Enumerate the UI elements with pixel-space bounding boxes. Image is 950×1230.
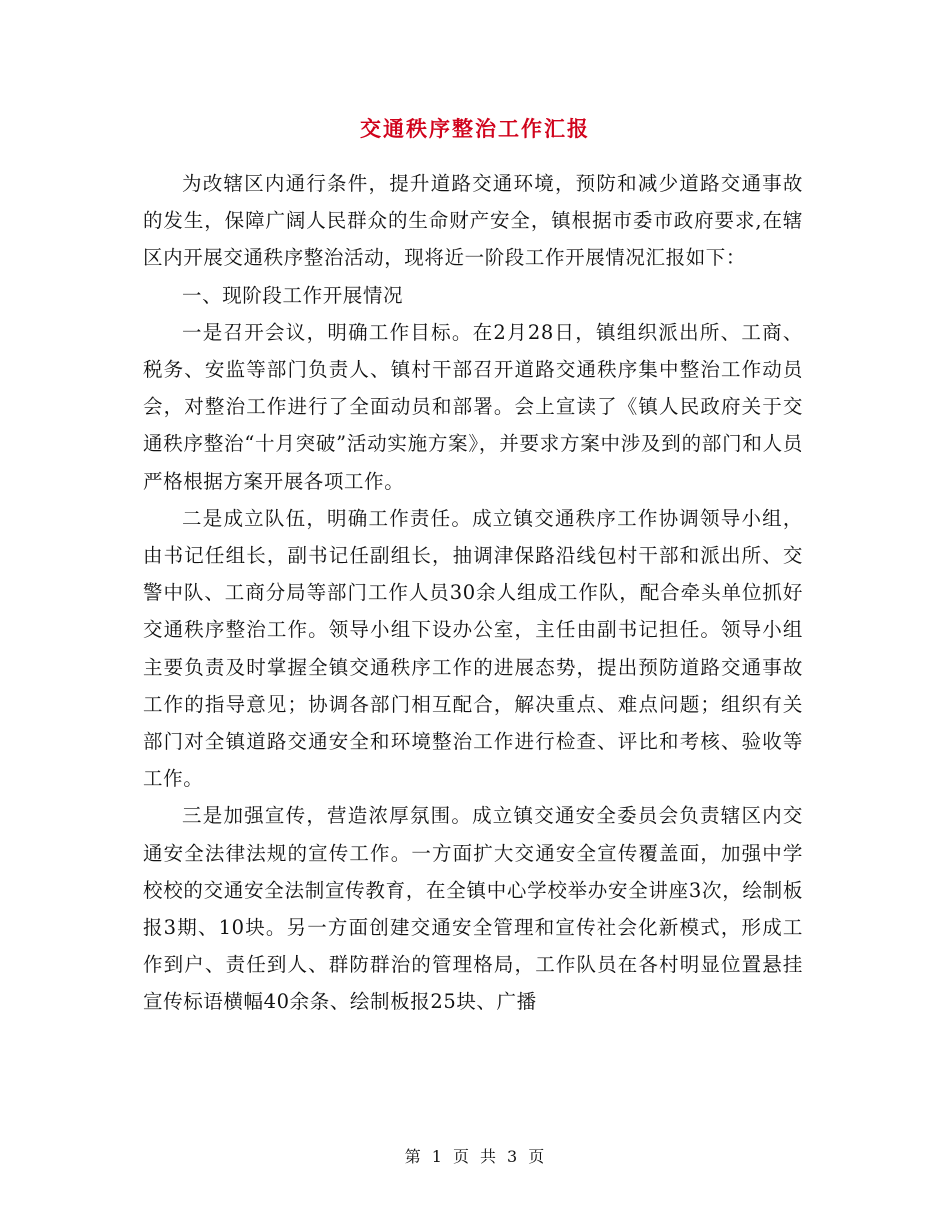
- current-page-number: 1: [431, 1147, 443, 1166]
- footer-total-label: 共: [480, 1147, 498, 1166]
- paragraph-item-3: 三是加强宣传，营造浓厚氛围。成立镇交通安全委员会负责辖区内交通安全法律法规的宣传工作。一方面扩大交通安全宣传覆盖面，加强中学校校的交通安全法制宣传教育，在全镇中心学校举办安全讲座3次，绘制板报3期、10块。另一方面创建交通安全管理和宣传社会化新模式，形成工作到户、责任到人、群防群治的管理格局，工作队员在各村明显位置悬挂宣传标语横幅40余条、绘制板报25块、广播: [143, 804, 803, 1014]
- section-heading: 一、现阶段工作开展情况: [182, 283, 404, 307]
- paragraph-intro: 为改辖区内通行条件，提升道路交通环境，预防和减少道路交通事故的发生，保障广阔人民群众的生命财产安全，镇根据市委市政府要求,在辖区内开展交通秩序整治活动，现将近一阶段工作开展情况汇报如下：: [143, 172, 803, 270]
- footer-prefix: 第: [404, 1147, 422, 1166]
- total-pages-number: 3: [507, 1147, 519, 1166]
- paragraph-item-2: 二是成立队伍，明确工作责任。成立镇交通秩序工作协调领导小组，由书记任组长，副书记任副组长，抽调津保路沿线包村干部和派出所、交警中队、工商分局等部门工作人员30余人组成工作队，配合牵头单位抓好交通秩序整治工作。领导小组下设办公室，主任由副书记担任。领导小组主要负责及时掌握全镇交通秩序工作的进展态势，提出预防道路交通事故工作的指导意见；协调各部门相互配合，解决重点、难点问题；组织有关部门对全镇道路交通安全和环境整治工作进行检查、评比和考核、验收等工作。: [143, 506, 803, 791]
- footer-page-label: 页: [452, 1147, 470, 1166]
- document-body: [143, 165, 803, 1021]
- footer-suffix: 页: [528, 1147, 546, 1166]
- page-footer: [0, 1145, 950, 1169]
- paragraph-item-1: 一是召开会议，明确工作目标。在2月28日，镇组织派出所、工商、税务、安监等部门负责人、镇村干部召开道路交通秩序集中整治工作动员会，对整治工作进行了全面动员和部署。会上宣读了《镇人民政府关于交通秩序整治“十月突破”活动实施方案》，并要求方案中涉及到的部门和人员严格根据方案开展各项工作。: [143, 320, 803, 493]
- document-title: 交通秩序整治工作汇报: [360, 117, 590, 141]
